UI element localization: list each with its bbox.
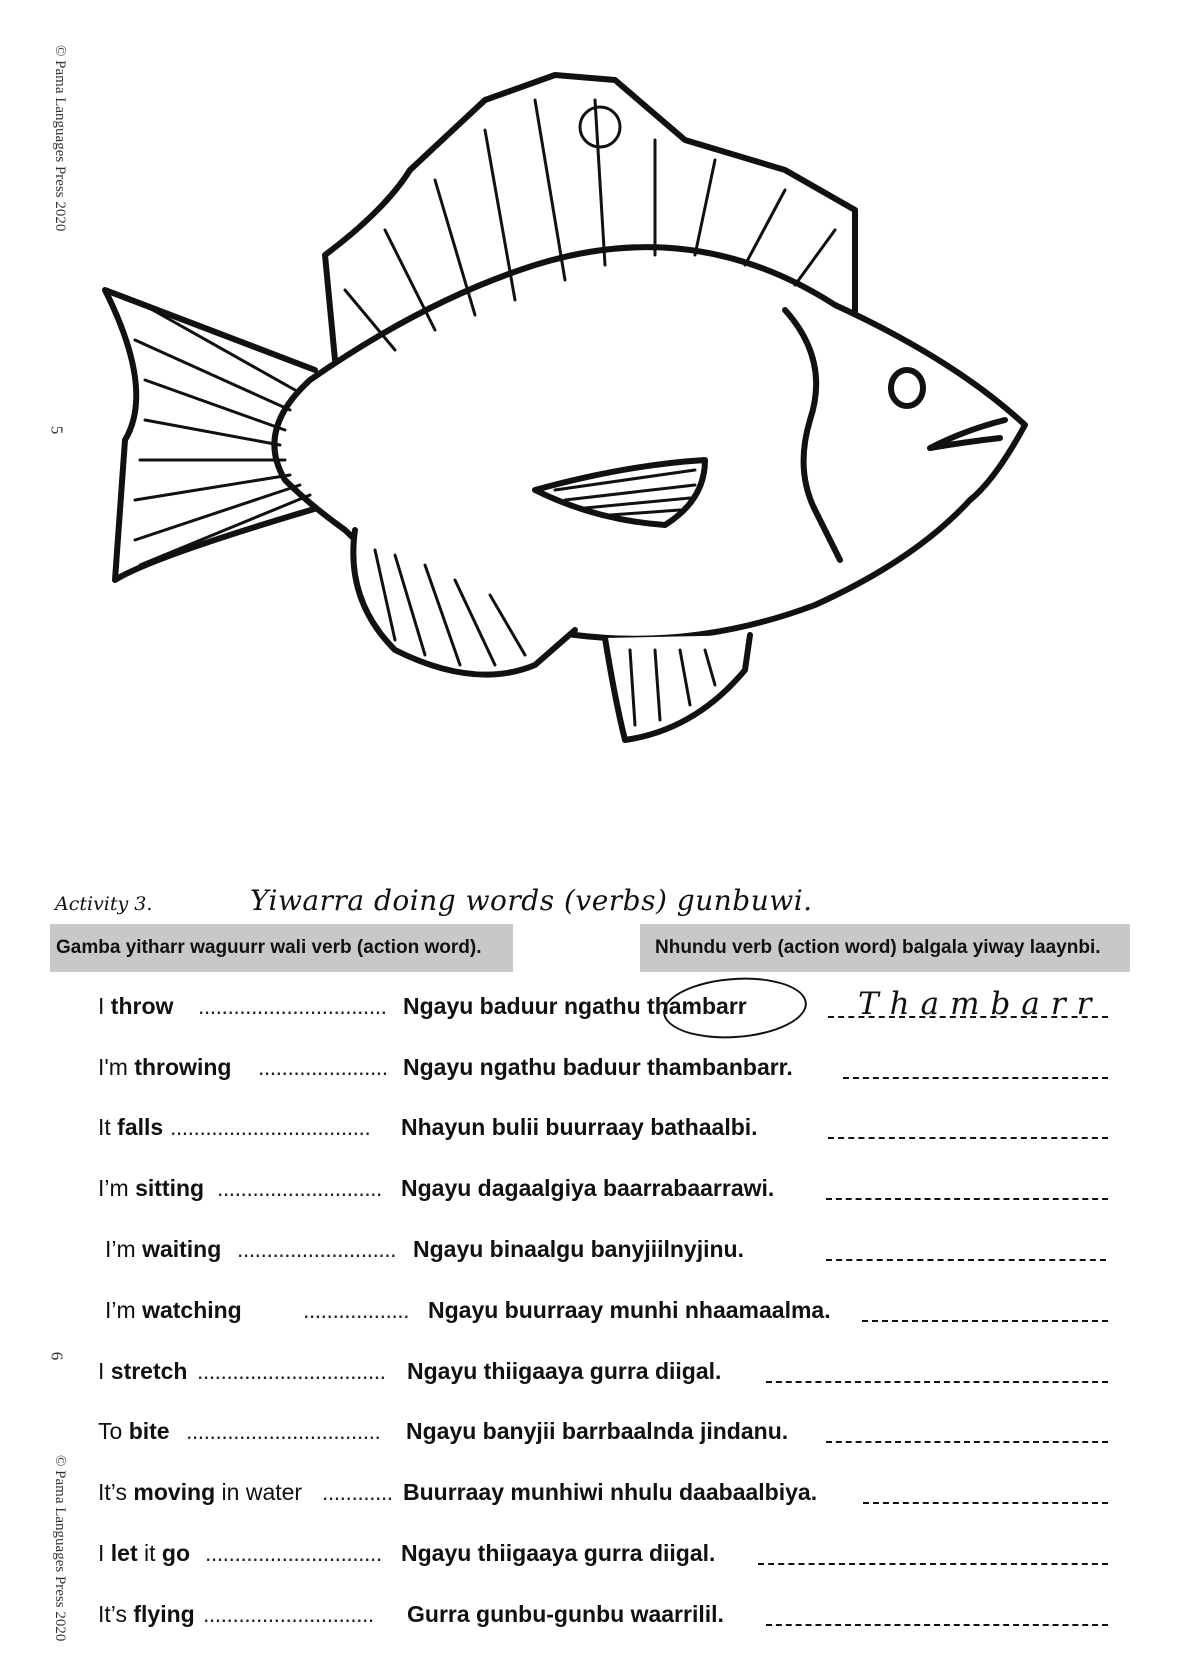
fish-anal-fin: [605, 635, 750, 740]
copyright-top: © Pama Languages Press 2020: [52, 45, 68, 232]
language-phrase: Ngayu binaalgu banyjiilnyjinu.: [413, 1236, 744, 1262]
verb-row: [0, 1472, 1178, 1512]
circled-verb: [661, 973, 809, 1043]
verb-row: [0, 1411, 1178, 1451]
language-phrase: Ngayu baduur ngathu thambarr: [403, 993, 747, 1019]
language-phrase: Ngayu ngathu baduur thambanbarr.: [403, 1054, 793, 1080]
english-phrase: I'm throwing: [98, 1054, 232, 1080]
verb-row: [0, 1351, 1178, 1391]
answer-line[interactable]: [766, 1624, 1108, 1626]
verb-row: [0, 1107, 1178, 1147]
copyright-bottom: © Pama Languages Press 2020: [52, 1455, 68, 1642]
answer-line[interactable]: [826, 1259, 1106, 1261]
dot-leader: .................................: [186, 1418, 381, 1444]
activity-label: Activity 3.: [55, 893, 153, 915]
answer-line[interactable]: [826, 1441, 1108, 1443]
english-phrase: To bite: [98, 1418, 170, 1444]
dot-leader: ............: [322, 1479, 393, 1505]
language-phrase: Ngayu dagaalgiya baarrabaarrawi.: [401, 1175, 775, 1201]
language-phrase: Nhayun bulii buurraay bathaalbi.: [401, 1114, 758, 1140]
verb-row: [0, 1047, 1178, 1087]
language-phrase: Gurra gunbu-gunbu waarrilil.: [407, 1601, 724, 1627]
dot-leader: ...........................: [237, 1236, 397, 1262]
dot-leader: ............................: [217, 1175, 382, 1201]
language-phrase: Ngayu banyjii barrbaalnda jindanu.: [406, 1418, 789, 1444]
fish-illustration: [95, 60, 1085, 780]
english-phrase: I’m watching: [105, 1297, 242, 1323]
answer-line[interactable]: [758, 1563, 1108, 1565]
language-phrase: Ngayu buurraay munhi nhaamaalma.: [428, 1297, 831, 1323]
activity-heading: Yiwarra doing words (verbs) gunbuwi.: [250, 884, 813, 917]
language-phrase: Ngayu thiigaaya gurra diigal.: [407, 1358, 722, 1384]
dot-leader: ..............................: [205, 1540, 382, 1566]
instruction-left: Gamba yitharr waguurr wali verb (action word).: [50, 924, 513, 972]
english-phrase: I’m sitting: [98, 1175, 205, 1201]
english-phrase: It’s moving in water: [98, 1479, 303, 1505]
dot-leader: .............................: [203, 1601, 374, 1627]
english-phrase: I stretch: [98, 1358, 188, 1384]
english-phrase: It falls: [98, 1114, 164, 1140]
dot-leader: ......................: [258, 1054, 388, 1080]
language-phrase: Buurraay munhiwi nhulu daabaalbiya.: [403, 1479, 818, 1505]
verb-row: [0, 1290, 1178, 1330]
verb-row: [0, 1594, 1178, 1634]
answer-line[interactable]: [826, 1198, 1108, 1200]
dot-leader: ................................: [197, 1358, 386, 1384]
english-phrase: I’m waiting: [105, 1236, 222, 1262]
english-phrase: I let it go: [98, 1540, 191, 1566]
answer-line[interactable]: [766, 1381, 1108, 1383]
language-phrase: Ngayu thiigaaya gurra diigal.: [401, 1540, 716, 1566]
answer-line[interactable]: [863, 1502, 1108, 1504]
handwritten-answer: Thambarr: [858, 986, 1103, 1022]
page-number-bottom: 6: [47, 1351, 67, 1361]
verb-row: [0, 1533, 1178, 1573]
english-phrase: I throw: [98, 993, 174, 1019]
english-phrase: It’s flying: [98, 1601, 195, 1627]
instruction-right: Nhundu verb (action word) balgala yiway laaynbi.: [640, 924, 1130, 972]
page-number-top: 5: [47, 425, 67, 435]
verb-row: [0, 1229, 1178, 1269]
dot-leader: ..................................: [170, 1114, 371, 1140]
answer-line[interactable]: [862, 1320, 1108, 1322]
verb-row: [0, 1168, 1178, 1208]
dot-leader: ................................: [198, 993, 387, 1019]
dot-leader: ..................: [303, 1297, 410, 1323]
answer-line[interactable]: [828, 1137, 1108, 1139]
answer-line[interactable]: [843, 1077, 1108, 1079]
